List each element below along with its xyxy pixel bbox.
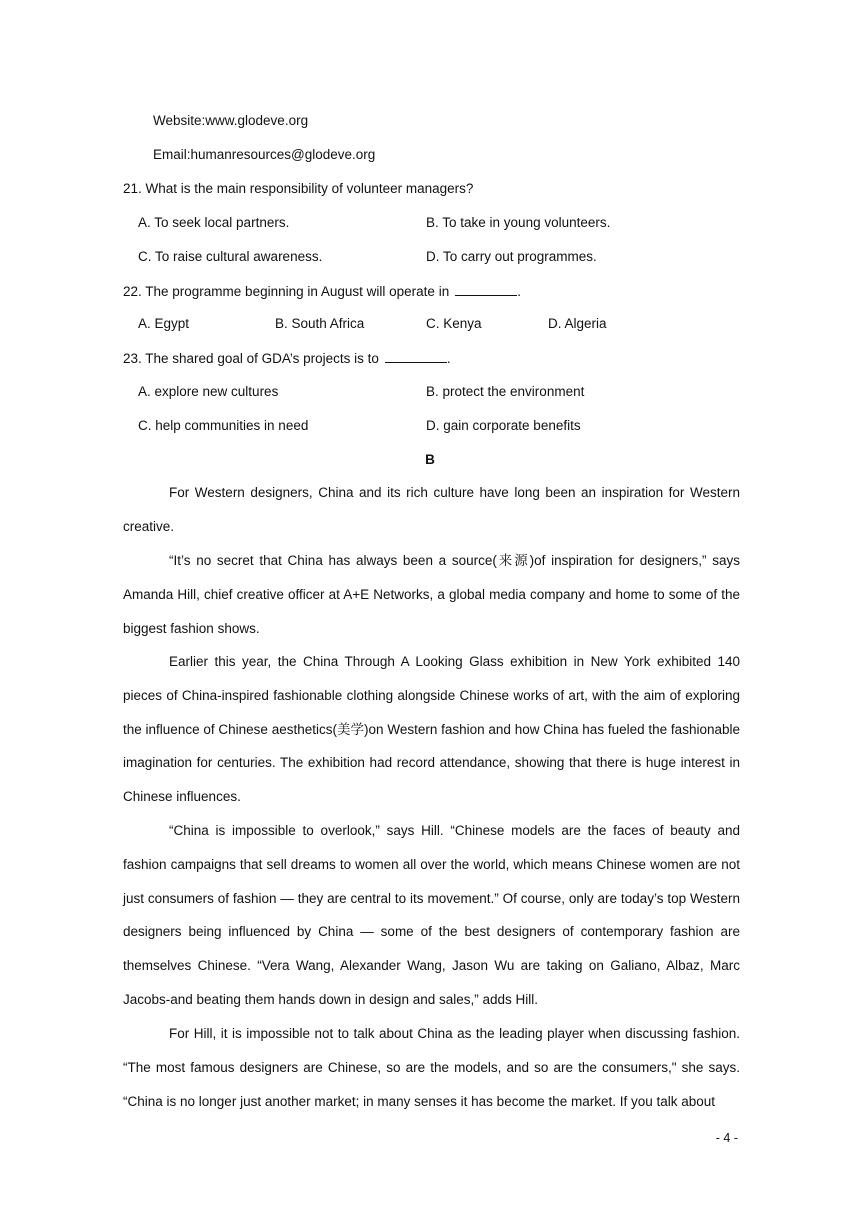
paragraph-text: Earlier this year, the China Through A Looking Glass exhibition in New York exhibited 140 pieces of China-inspired fashionable clothing alongside Chinese works of art, with the aim of exploring the influence of Chinese aesthetics(美学)on Western fashion and how China has fueled the fashionable imagination for centuries. The exhibition had record attendance, showing that there is huge interest in Chinese influences.	[123, 654, 740, 805]
website-line: Website:www.glodeve.org	[153, 113, 309, 128]
passage-paragraph-3	[123, 645, 740, 814]
q23-option-c: C. help communities in need	[138, 418, 309, 433]
question-22-period: .	[517, 284, 521, 299]
passage-paragraph-5	[123, 1017, 740, 1118]
q22-option-a: A. Egypt	[138, 316, 190, 331]
paragraph-text: For Western designers, China and its rich culture have long been an inspiration for Western creative.	[123, 485, 740, 534]
q23-option-a: A. explore new cultures	[138, 384, 279, 399]
page-number: - 4 -	[715, 1131, 738, 1145]
answer-blank	[385, 351, 447, 363]
question-21-stem: 21. What is the main responsibility of volunteer managers?	[123, 181, 474, 196]
question-23-period: .	[446, 351, 451, 366]
q21-option-d: D. To carry out programmes.	[426, 249, 597, 264]
q22-option-b: B. South Africa	[275, 316, 365, 331]
question-22-stem: 22. The programme beginning in August will operate in	[123, 284, 450, 299]
q21-option-c: C. To raise cultural awareness.	[138, 249, 323, 264]
answer-blank	[455, 284, 517, 296]
question-23-stem: 23. The shared goal of GDA’s projects is to	[123, 351, 379, 366]
question-22	[123, 284, 521, 299]
q23-option-b: B. protect the environment	[426, 384, 585, 399]
paragraph-text: For Hill, it is impossible not to talk about China as the leading player when discussing fashion. “The most famous designers are Chinese, so are the models, and so are the consumers," she says. “China is no longer just another market; in many senses it has become the market. If you talk about	[123, 1026, 740, 1109]
passage-paragraph-1	[123, 476, 740, 544]
question-23	[123, 351, 451, 366]
q22-option-d: D. Algeria	[548, 316, 607, 331]
q21-option-a: A. To seek local partners.	[138, 215, 290, 230]
passage-paragraph-4	[123, 814, 740, 1017]
email-line: Email:humanresources@glodeve.org	[153, 147, 376, 162]
section-heading: B	[425, 452, 435, 467]
q22-option-c: C. Kenya	[426, 316, 482, 331]
q21-option-b: B. To take in young volunteers.	[426, 215, 611, 230]
passage-paragraph-2	[123, 544, 740, 645]
q23-option-d: D. gain corporate benefits	[426, 418, 581, 433]
paragraph-text: “It’s no secret that China has always been a source(来源)of inspiration for designers,” says Amanda Hill, chief creative officer at A+E Networks, a global media company and home to some of the biggest fashion shows.	[123, 553, 740, 636]
paragraph-text: “China is impossible to overlook,” says Hill. “Chinese models are the faces of beauty and fashion campaigns that sell dreams to women all over the world, which means Chinese women are not just consumers of fashion — they are central to its movement.” Of course, only are today’s top Western designers being influenced by China — some of the best designers of contemporary fashion are themselves Chinese. “Vera Wang, Alexander Wang, Jason Wu are taking on Galiano, Albaz, Marc Jacobs-and beating them hands down in design and sales,” adds Hill.	[123, 823, 740, 1007]
